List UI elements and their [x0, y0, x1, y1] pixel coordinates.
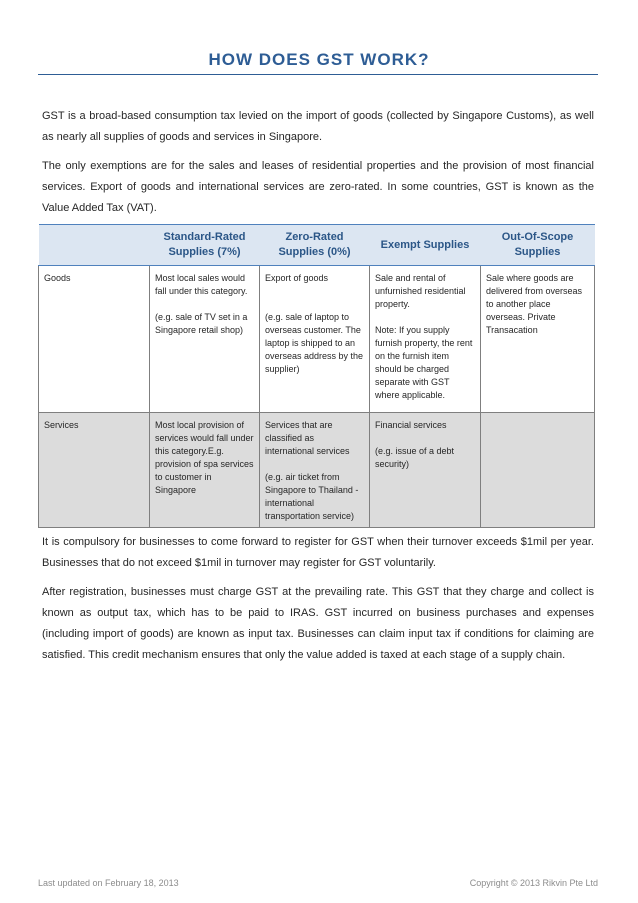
cell-services-zero [260, 413, 370, 528]
cell-text: Most local provision of services would fall under this category.E.g. provision of spa services to customer in Singapore [155, 420, 254, 495]
cell-text: Export of goods [265, 273, 329, 283]
row-label-services: Services [39, 413, 150, 528]
input-output-tax-paragraph: After registration, businesses must charge GST at the prevailing rate. This GST that they charge and collect is known as output tax, which has to be paid to IRAS. GST incurred on business purchases and expenses (including import of goods) are known as input tax. Businesses can claim input tax if conditions for claiming are satisfied. This credit mechanism ensures that only the value added is taxed at each stage of a supply chain. [42, 586, 594, 661]
row-label-goods: Goods [39, 266, 150, 413]
header-standard-rated: Standard-Rated Supplies (7%) [150, 225, 260, 266]
title-divider [38, 74, 598, 75]
cell-services-out-of-scope [481, 413, 595, 528]
registration-paragraph: It is compulsory for businesses to come forward to register for GST when their turnover exceeds $1mil per year. Businesses that do not exceed $1mil in turnover may register for GST voluntarily. [42, 536, 594, 569]
cell-text: Sale and rental of unfurnished residential property. [375, 273, 466, 309]
page-title: HOW DOES GST WORK? [208, 50, 430, 69]
footer-last-updated: Last updated on February 18, 2013 [38, 878, 179, 888]
table-header-row [39, 225, 595, 266]
cell-text: (e.g. sale of laptop to overseas customer. The laptop is shipped to an overseas address by the supplier) [265, 312, 364, 374]
table-row-goods [39, 266, 595, 413]
cell-text: (e.g. sale of TV set in a Singapore retail shop) [155, 312, 248, 335]
cell-text: Services that are classified as international services [265, 420, 350, 456]
table-row-services [39, 413, 595, 528]
header-exempt: Exempt Supplies [370, 225, 481, 266]
cell-text: Most local sales would fall under this category. [155, 273, 248, 296]
intro-paragraph: GST is a broad-based consumption tax levied on the import of goods (collected by Singapore Customs), as well as nearly all supplies of goods and services in Singapore. [42, 110, 594, 143]
cell-goods-out-of-scope [481, 266, 595, 413]
exemptions-paragraph: The only exemptions are for the sales and leases of residential properties and the provision of most financial services. Export of goods and international services are zero-rated. In some countries, GST is known as the Value Added Tax (VAT). [42, 160, 594, 214]
cell-goods-standard [150, 266, 260, 413]
cell-text: Note: If you supply furnish property, the rent on the furnish item should be charged separate with GST where applicable. [375, 325, 473, 400]
footer-copyright: Copyright © 2013 Rikvin Pte Ltd [469, 878, 598, 888]
cell-goods-zero [260, 266, 370, 413]
cell-text: Sale where goods are delivered from overseas to another place overseas. Private Transacation [486, 273, 583, 335]
cell-text: (e.g. air ticket from Singapore to Thailand - international transportation service) [265, 472, 359, 521]
cell-services-exempt [370, 413, 481, 528]
cell-services-standard [150, 413, 260, 528]
cell-text: (e.g. issue of a debt security) [375, 446, 455, 469]
header-zero-rated: Zero-Rated Supplies (0%) [260, 225, 370, 266]
cell-text: Financial services [375, 420, 447, 430]
cell-goods-exempt [370, 266, 481, 413]
header-out-of-scope: Out-Of-Scope Supplies [481, 225, 595, 266]
gst-supplies-table [38, 224, 595, 528]
header-blank [39, 225, 150, 266]
